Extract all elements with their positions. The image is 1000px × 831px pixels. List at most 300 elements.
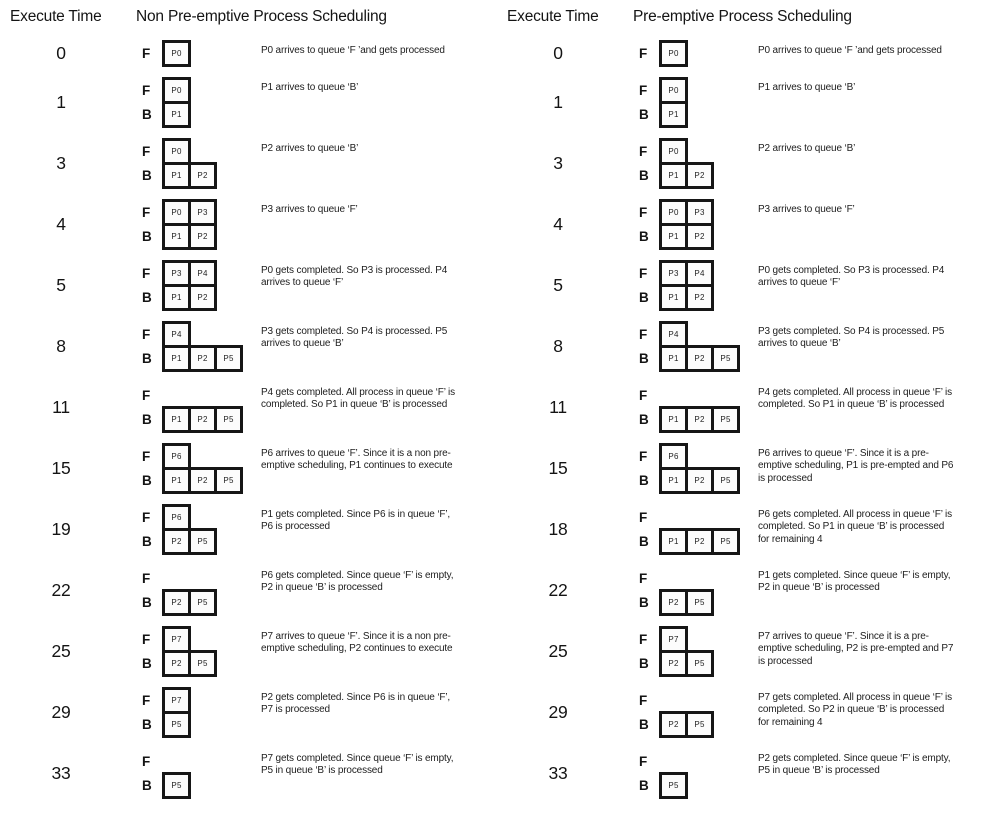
execute-time-value: 5: [56, 275, 66, 295]
back-queue-line: [639, 650, 758, 677]
front-queue-line: [639, 687, 758, 714]
queue-state: [116, 77, 261, 128]
front-queue-label: F: [142, 449, 151, 464]
back-queue-boxes: [659, 467, 740, 494]
back-queue-label: B: [639, 168, 649, 183]
queue-state: [613, 687, 758, 738]
execute-time-header: Execute Time: [507, 8, 599, 25]
back-queue-line: [639, 528, 758, 555]
process-box: P2: [685, 223, 714, 250]
process-box: P3: [685, 199, 714, 226]
execute-time-value: 4: [56, 214, 66, 234]
back-queue-label: B: [639, 778, 649, 793]
row-description: P2 arrives to queue ‘B’: [261, 143, 359, 154]
front-queue-label: F: [142, 632, 151, 647]
process-box: P2: [188, 406, 217, 433]
back-queue-label: B: [639, 351, 649, 366]
process-box: P5: [711, 528, 740, 555]
timeline-row: [6, 443, 503, 494]
front-queue-line: [142, 687, 261, 714]
process-box: P4: [162, 321, 191, 348]
execute-time-value: 8: [553, 336, 563, 356]
queue-state: [116, 687, 261, 738]
execute-time-value: 15: [548, 458, 568, 478]
process-box: P2: [659, 589, 688, 616]
row-description: P6 arrives to queue ‘F’. Since it is a pre-emptive scheduling, P1 is pre-empted and P6 is processed: [758, 448, 954, 484]
back-queue-line: [639, 162, 758, 189]
execute-time-value: 25: [51, 641, 71, 661]
row-description: P7 arrives to queue ‘F’. Since it is a pre-emptive scheduling, P2 is pre-empted and P7 is processed: [758, 631, 954, 667]
back-queue-label: B: [639, 656, 649, 671]
front-queue-label: F: [142, 388, 151, 403]
back-queue-line: [639, 772, 758, 799]
process-box: P1: [659, 345, 688, 372]
back-queue-line: [142, 101, 261, 128]
back-queue-boxes: [659, 772, 688, 799]
process-box: P2: [685, 528, 714, 555]
execute-time-header: Execute Time: [10, 8, 102, 25]
execute-time-value: 3: [553, 153, 563, 173]
process-box: P1: [162, 345, 191, 372]
timeline-row: [6, 77, 503, 128]
column-header: [6, 8, 503, 36]
back-queue-boxes: [659, 101, 688, 128]
process-box: P2: [188, 345, 217, 372]
process-box: P2: [162, 589, 191, 616]
front-queue-boxes: [162, 77, 191, 104]
row-description: P1 gets completed. Since P6 is in queue ‘F’, P6 is processed: [261, 509, 451, 533]
front-queue-label: F: [142, 144, 151, 159]
queue-state: [116, 321, 261, 372]
process-box: P5: [188, 589, 217, 616]
process-box: P3: [188, 199, 217, 226]
process-box: P5: [685, 650, 714, 677]
back-queue-line: [142, 528, 261, 555]
front-queue-line: [142, 40, 261, 67]
back-queue-label: B: [142, 351, 152, 366]
front-queue-label: F: [142, 83, 151, 98]
timeline-rows: [6, 40, 503, 799]
execute-time-value: 11: [52, 397, 70, 417]
front-queue-line: [142, 443, 261, 470]
process-box: P1: [162, 162, 191, 189]
front-queue-line: [142, 504, 261, 531]
back-queue-label: B: [142, 778, 152, 793]
front-queue-line: [639, 321, 758, 348]
timeline-row: [503, 443, 1000, 494]
column-header: [503, 8, 1000, 36]
queue-state: [613, 565, 758, 616]
back-queue-boxes: [162, 406, 243, 433]
front-queue-label: F: [142, 327, 151, 342]
column-title: Non Pre-emptive Process Scheduling: [136, 8, 387, 25]
process-box: P5: [711, 467, 740, 494]
row-description: P3 gets completed. So P4 is processed. P5 arrives to queue ‘B’: [758, 326, 945, 350]
back-queue-line: [142, 345, 261, 372]
queue-state: [613, 40, 758, 67]
back-queue-boxes: [162, 528, 217, 555]
back-queue-label: B: [142, 717, 152, 732]
front-queue-line: [142, 321, 261, 348]
process-box: P7: [162, 687, 191, 714]
front-queue-label: F: [639, 205, 648, 220]
back-queue-label: B: [142, 473, 152, 488]
back-queue-boxes: [162, 162, 217, 189]
front-queue-line: [639, 443, 758, 470]
back-queue-boxes: [162, 650, 217, 677]
process-box: P4: [685, 260, 714, 287]
process-box: P5: [214, 345, 243, 372]
execute-time-value: 22: [548, 580, 568, 600]
row-description: P1 gets completed. Since queue ‘F’ is empty, P2 in queue ‘B’ is processed: [758, 570, 951, 594]
back-queue-line: [142, 467, 261, 494]
front-queue-line: [639, 199, 758, 226]
process-box: P5: [188, 650, 217, 677]
timeline-row: [503, 77, 1000, 128]
front-queue-label: F: [142, 46, 151, 61]
front-queue-line: [639, 260, 758, 287]
back-queue-boxes: [659, 223, 714, 250]
back-queue-line: [142, 650, 261, 677]
queue-state: [613, 77, 758, 128]
process-box: P2: [685, 467, 714, 494]
queue-state: [613, 199, 758, 250]
back-queue-line: [639, 345, 758, 372]
process-box: P2: [188, 223, 217, 250]
execute-time-value: 1: [553, 92, 563, 112]
back-queue-label: B: [639, 473, 649, 488]
back-queue-label: B: [639, 595, 649, 610]
execute-time-value: 0: [553, 43, 563, 63]
timeline-row: [503, 260, 1000, 311]
front-queue-label: F: [639, 388, 648, 403]
execute-time-value: 15: [51, 458, 71, 478]
execute-time-value: 3: [56, 153, 66, 173]
front-queue-label: F: [639, 754, 648, 769]
front-queue-label: F: [639, 327, 648, 342]
row-description: P3 arrives to queue ‘F’: [261, 204, 358, 215]
process-box: P1: [162, 406, 191, 433]
timeline-row: [503, 382, 1000, 433]
back-queue-boxes: [162, 223, 217, 250]
queue-state: [116, 504, 261, 555]
back-queue-boxes: [659, 406, 740, 433]
row-description: P0 gets completed. So P3 is processed. P4 arrives to queue ‘F’: [261, 265, 448, 289]
process-box: P5: [659, 772, 688, 799]
front-queue-boxes: [659, 138, 688, 165]
process-box: P0: [162, 40, 191, 67]
process-box: P5: [214, 467, 243, 494]
queue-state: [613, 321, 758, 372]
process-box: P1: [659, 223, 688, 250]
process-box: P7: [659, 626, 688, 653]
queue-state: [613, 626, 758, 677]
timeline-row: [503, 321, 1000, 372]
execute-time-value: 25: [548, 641, 568, 661]
back-queue-boxes: [659, 284, 714, 311]
queue-state: [116, 626, 261, 677]
front-queue-boxes: [659, 626, 688, 653]
row-description: P2 arrives to queue ‘B’: [758, 143, 856, 154]
queue-state: [116, 748, 261, 799]
back-queue-label: B: [142, 595, 152, 610]
process-box: P6: [162, 443, 191, 470]
front-queue-label: F: [639, 449, 648, 464]
process-box: P1: [162, 284, 191, 311]
process-box: P5: [188, 528, 217, 555]
queue-state: [116, 138, 261, 189]
process-box: P1: [162, 467, 191, 494]
back-queue-boxes: [162, 711, 191, 738]
front-queue-label: F: [142, 266, 151, 281]
front-queue-boxes: [162, 40, 191, 67]
back-queue-label: B: [142, 656, 152, 671]
front-queue-line: [142, 260, 261, 287]
front-queue-label: F: [142, 693, 151, 708]
timeline-row: [503, 199, 1000, 250]
back-queue-boxes: [162, 284, 217, 311]
row-description: P6 gets completed. Since queue ‘F’ is empty, P2 in queue ‘B’ is processed: [261, 570, 454, 594]
timeline-row: [503, 504, 1000, 555]
timeline-row: [6, 565, 503, 616]
front-queue-label: F: [142, 571, 151, 586]
front-queue-line: [142, 565, 261, 592]
back-queue-line: [639, 711, 758, 738]
back-queue-boxes: [659, 650, 714, 677]
process-box: P0: [162, 138, 191, 165]
row-description: P7 gets completed. All process in queue ‘F’ is completed. So P2 in queue ‘B’ is processed for remaining 4: [758, 692, 952, 728]
process-box: P1: [659, 162, 688, 189]
queue-state: [613, 443, 758, 494]
front-queue-line: [142, 138, 261, 165]
front-queue-line: [639, 565, 758, 592]
queue-state: [613, 748, 758, 799]
process-box: P3: [162, 260, 191, 287]
timeline-row: [6, 748, 503, 799]
process-box: P2: [685, 162, 714, 189]
back-queue-line: [142, 406, 261, 433]
row-description: P0 arrives to queue ‘F ’and gets processed: [758, 45, 942, 56]
front-queue-line: [142, 77, 261, 104]
front-queue-line: [142, 382, 261, 409]
queue-state: [613, 138, 758, 189]
back-queue-label: B: [639, 534, 649, 549]
front-queue-label: F: [639, 266, 648, 281]
front-queue-boxes: [162, 199, 217, 226]
process-box: P7: [162, 626, 191, 653]
row-description: P4 gets completed. All process in queue ‘F’ is completed. So P1 in queue ‘B’ is processed: [758, 387, 952, 411]
front-queue-label: F: [142, 754, 151, 769]
front-queue-boxes: [162, 138, 191, 165]
process-box: P2: [659, 650, 688, 677]
execute-time-value: 1: [56, 92, 66, 112]
process-box: P2: [685, 284, 714, 311]
back-queue-label: B: [639, 412, 649, 427]
back-queue-line: [639, 284, 758, 311]
front-queue-boxes: [162, 504, 191, 531]
row-description: P3 arrives to queue ‘F’: [758, 204, 855, 215]
row-description: P0 arrives to queue ‘F ’and gets processed: [261, 45, 445, 56]
row-description: P2 gets completed. Since P6 is in queue ‘F’, P7 is processed: [261, 692, 451, 716]
execute-time-value: 19: [51, 519, 71, 539]
execute-time-value: 8: [56, 336, 66, 356]
front-queue-label: F: [639, 632, 648, 647]
back-queue-line: [142, 711, 261, 738]
process-box: P6: [162, 504, 191, 531]
process-box: P5: [711, 345, 740, 372]
queue-state: [116, 199, 261, 250]
queue-state: [116, 443, 261, 494]
row-description: P3 gets completed. So P4 is processed. P5 arrives to queue ‘B’: [261, 326, 448, 350]
process-box: P3: [659, 260, 688, 287]
front-queue-label: F: [639, 571, 648, 586]
front-queue-line: [142, 748, 261, 775]
timeline-rows: [503, 40, 1000, 799]
execute-time-value: 33: [548, 763, 568, 783]
front-queue-label: F: [142, 205, 151, 220]
queue-state: [116, 382, 261, 433]
front-queue-line: [142, 626, 261, 653]
process-box: P0: [659, 138, 688, 165]
back-queue-line: [142, 772, 261, 799]
non-preemptive-column: [6, 8, 503, 831]
front-queue-line: [639, 138, 758, 165]
process-box: P2: [188, 284, 217, 311]
front-queue-boxes: [659, 40, 688, 67]
process-box: P5: [162, 772, 191, 799]
row-description: P4 gets completed. All process in queue ‘F’ is completed. So P1 in queue ‘B’ is processed: [261, 387, 455, 411]
back-queue-boxes: [659, 589, 714, 616]
back-queue-label: B: [639, 229, 649, 244]
front-queue-boxes: [659, 260, 714, 287]
timeline-row: [6, 260, 503, 311]
back-queue-boxes: [162, 467, 243, 494]
back-queue-boxes: [162, 589, 217, 616]
front-queue-label: F: [639, 46, 648, 61]
timeline-row: [503, 40, 1000, 67]
front-queue-line: [639, 40, 758, 67]
row-description: P2 gets completed. Since queue ‘F’ is empty, P5 in queue ‘B’ is processed: [758, 753, 951, 777]
process-box: P2: [188, 162, 217, 189]
process-box: P2: [659, 711, 688, 738]
process-box: P1: [162, 101, 191, 128]
back-queue-line: [142, 223, 261, 250]
back-queue-line: [142, 284, 261, 311]
preemptive-column: [503, 8, 1000, 831]
process-box: P5: [162, 711, 191, 738]
timeline-row: [6, 40, 503, 67]
timeline-row: [503, 687, 1000, 738]
row-description: P0 gets completed. So P3 is processed. P4 arrives to queue ‘F’: [758, 265, 945, 289]
queue-state: [613, 504, 758, 555]
front-queue-boxes: [162, 443, 191, 470]
execute-time-value: 0: [56, 43, 66, 63]
back-queue-line: [142, 162, 261, 189]
row-description: P1 arrives to queue ‘B’: [758, 82, 856, 93]
timeline-row: [6, 199, 503, 250]
back-queue-line: [639, 467, 758, 494]
execute-time-value: 11: [549, 397, 567, 417]
process-box: P2: [188, 467, 217, 494]
timeline-row: [6, 138, 503, 189]
back-queue-label: B: [142, 534, 152, 549]
front-queue-boxes: [659, 443, 688, 470]
queue-state: [613, 260, 758, 311]
back-queue-boxes: [659, 345, 740, 372]
execute-time-value: 18: [548, 519, 568, 539]
queue-state: [116, 565, 261, 616]
execute-time-value: 22: [51, 580, 71, 600]
process-box: P1: [659, 101, 688, 128]
row-description: P7 gets completed. Since queue ‘F’ is empty, P5 in queue ‘B’ is processed: [261, 753, 454, 777]
front-queue-line: [639, 504, 758, 531]
process-box: P5: [214, 406, 243, 433]
front-queue-line: [142, 199, 261, 226]
queue-state: [116, 40, 261, 67]
back-queue-boxes: [659, 528, 740, 555]
execute-time-value: 33: [51, 763, 71, 783]
process-box: P0: [659, 40, 688, 67]
front-queue-boxes: [659, 199, 714, 226]
timeline-row: [503, 748, 1000, 799]
back-queue-label: B: [142, 168, 152, 183]
process-box: P2: [685, 406, 714, 433]
process-box: P1: [162, 223, 191, 250]
process-box: P1: [659, 467, 688, 494]
process-box: P0: [162, 199, 191, 226]
timeline-row: [503, 565, 1000, 616]
process-box: P5: [711, 406, 740, 433]
process-box: P2: [685, 345, 714, 372]
process-box: P1: [659, 284, 688, 311]
timeline-row: [6, 626, 503, 677]
front-queue-label: F: [639, 510, 648, 525]
back-queue-line: [142, 589, 261, 616]
process-box: P2: [162, 528, 191, 555]
back-queue-boxes: [659, 162, 714, 189]
row-description: P6 arrives to queue ‘F’. Since it is a non pre-emptive scheduling, P1 continues to execute: [261, 448, 453, 472]
front-queue-boxes: [162, 321, 191, 348]
front-queue-line: [639, 382, 758, 409]
back-queue-label: B: [142, 412, 152, 427]
front-queue-boxes: [659, 321, 688, 348]
front-queue-boxes: [162, 626, 191, 653]
back-queue-label: B: [142, 290, 152, 305]
timeline-row: [503, 138, 1000, 189]
process-box: P1: [659, 528, 688, 555]
front-queue-boxes: [659, 77, 688, 104]
back-queue-label: B: [639, 107, 649, 122]
queue-state: [613, 382, 758, 433]
front-queue-boxes: [162, 687, 191, 714]
front-queue-line: [639, 626, 758, 653]
timeline-row: [6, 687, 503, 738]
back-queue-line: [639, 223, 758, 250]
front-queue-boxes: [162, 260, 217, 287]
back-queue-label: B: [639, 290, 649, 305]
execute-time-value: 4: [553, 214, 563, 234]
front-queue-label: F: [639, 693, 648, 708]
timeline-row: [6, 504, 503, 555]
process-box: P4: [659, 321, 688, 348]
process-box: P2: [162, 650, 191, 677]
process-box: P0: [659, 199, 688, 226]
row-description: P1 arrives to queue ‘B’: [261, 82, 359, 93]
back-queue-label: B: [142, 107, 152, 122]
row-description: P7 arrives to queue ‘F’. Since it is a non pre-emptive scheduling, P2 continues to execute: [261, 631, 453, 655]
back-queue-boxes: [659, 711, 714, 738]
front-queue-label: F: [639, 144, 648, 159]
